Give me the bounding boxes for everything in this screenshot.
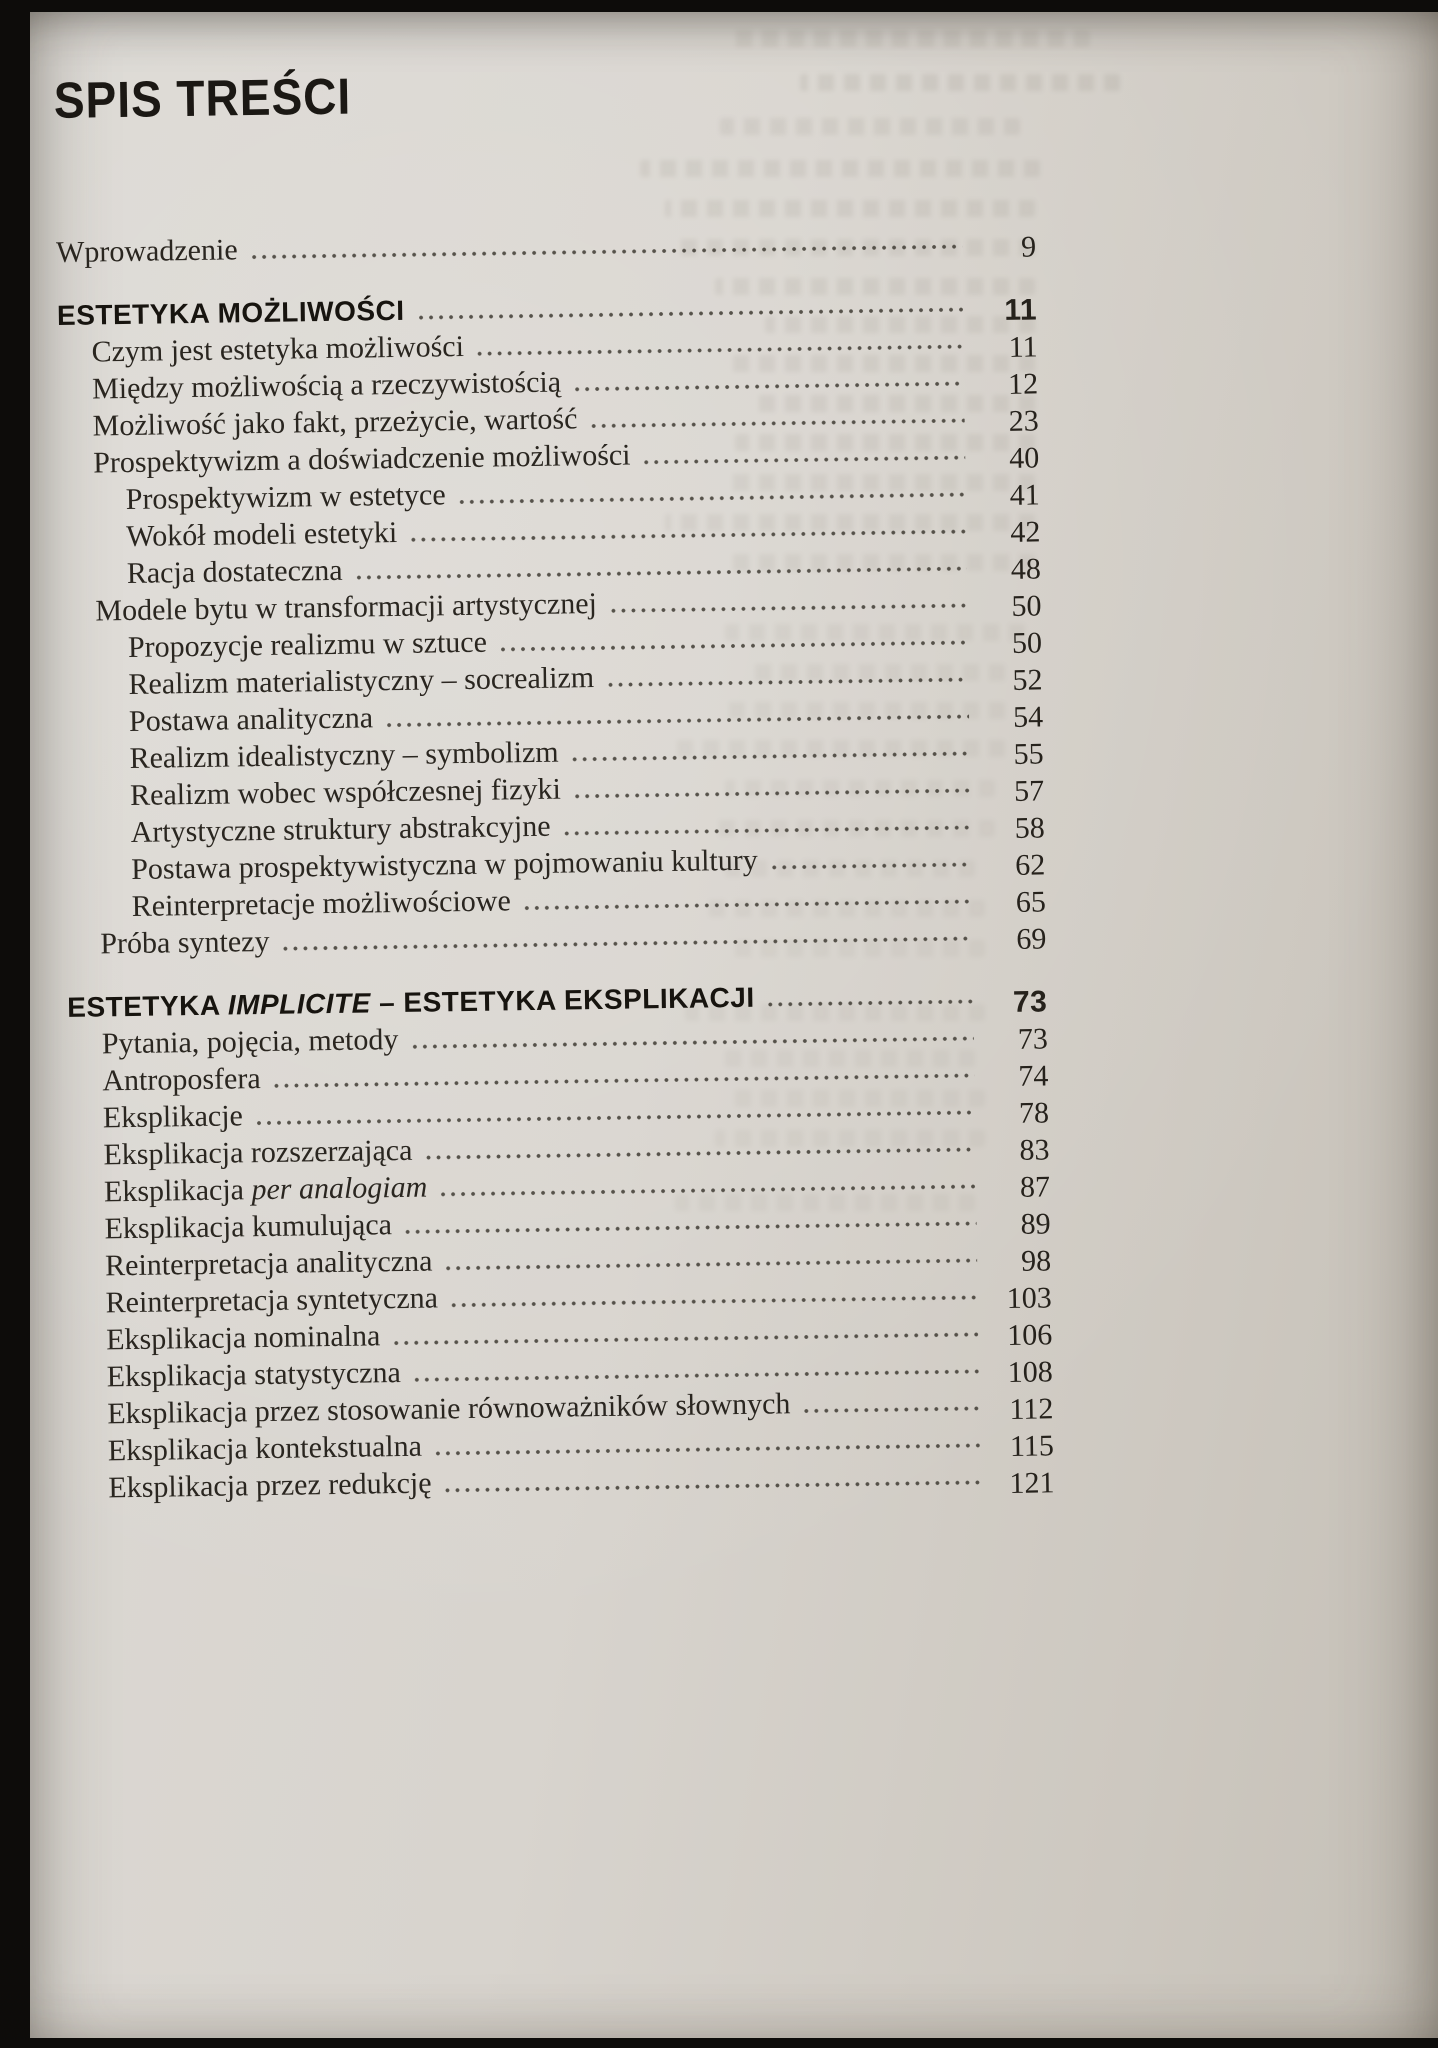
toc-entry-label: Eksplikacja nominalna [105, 1319, 381, 1357]
page [30, 12, 1438, 2038]
toc-page-number: 11 [1004, 293, 1038, 327]
toc-page-number: 98 [1020, 1244, 1052, 1278]
toc-page-number: 23 [1008, 404, 1039, 438]
toc-page-number: 40 [1008, 441, 1040, 475]
toc-page-number: 11 [1008, 330, 1038, 364]
dot-leader [573, 380, 964, 394]
toc-page-number: 115 [1009, 1429, 1055, 1463]
toc-entry-label: ESTETYKA MOŻLIWOŚCI [56, 294, 405, 331]
dot-leader [802, 1404, 979, 1415]
dot-leader [250, 243, 962, 262]
dot-leader [563, 823, 971, 837]
table-of-contents [53, 59, 1054, 1506]
dot-leader [410, 1034, 973, 1050]
toc-entry-label: Postawa prospektywistyczna w pojmowaniu kultury [130, 843, 758, 886]
toc-entry-label: Eksplikacja kumulująca [104, 1208, 393, 1246]
toc-entry-label: Antroposfera [102, 1062, 261, 1098]
toc-entry-label: ESTETYKA IMPLICITE – ESTETYKA EKSPLIKACJI [67, 981, 755, 1023]
toc-entry-label: Między możliwością a rzeczywistością [91, 365, 562, 406]
toc-entry-label: Eksplikacja per analogiam [103, 1170, 428, 1209]
dot-leader [444, 1256, 977, 1272]
dot-leader [499, 639, 968, 654]
toc-entry-label: Wokół modeli estetyki [126, 515, 398, 553]
dot-leader [589, 417, 964, 431]
toc-page-number: 54 [1012, 700, 1044, 734]
toc-entry-label: Realizm wobec współczesnej fizyki [129, 772, 562, 812]
toc-page-number: 89 [1020, 1207, 1051, 1241]
toc-entry-label: Eksplikacja statystyczna [106, 1356, 402, 1394]
dot-leader [385, 713, 969, 730]
toc-page-number: 103 [1006, 1281, 1052, 1316]
dot-leader [571, 750, 970, 764]
toc-entry-label: Eksplikacja kontekstualna [107, 1429, 423, 1468]
toc-page-number: 65 [1015, 885, 1047, 919]
toc-page-number: 73 [1017, 1022, 1049, 1056]
toc-page-number: 9 [1020, 230, 1037, 264]
toc-entry-label: Reinterpretacja syntetyczna [105, 1281, 439, 1320]
dot-leader [413, 1367, 979, 1383]
dot-leader [476, 343, 964, 358]
toc-page-number: 121 [1009, 1466, 1055, 1500]
dot-leader [404, 1219, 977, 1235]
toc-page-number: 57 [1013, 774, 1045, 808]
toc-page-number: 69 [1016, 922, 1047, 956]
dot-leader [424, 1145, 975, 1161]
dot-leader [409, 528, 966, 544]
toc-page-number: 74 [1018, 1059, 1049, 1093]
toc-page-number: 87 [1019, 1170, 1051, 1204]
toc-entry-label: Prospektywizm a doświadczenie możliwości [92, 438, 631, 480]
toc-entry-label: Eksplikacja rozszerzająca [103, 1133, 413, 1172]
dot-leader [439, 1182, 976, 1198]
dot-leader [444, 1478, 981, 1494]
dot-leader [392, 1330, 978, 1347]
toc-entry-label: Realizm materialistyczny – socrealizm [128, 661, 595, 701]
toc-entry-label: Pytania, pojęcia, metody [101, 1023, 399, 1061]
toc-page-number: 73 [1012, 985, 1048, 1019]
toc-list [56, 219, 1055, 1506]
toc-entry [56, 219, 1036, 271]
toc-entry-label: Prospektywizm w estetyce [125, 478, 446, 516]
dot-leader [282, 934, 973, 952]
toc-entry-label: Reinterpretacja analityczna [104, 1244, 433, 1283]
toc-entry-label: Możliwość jako fakt, przeżycie, wartość [92, 402, 578, 443]
dot-leader [434, 1441, 980, 1457]
toc-entry-label: Wprowadzenie [55, 233, 238, 269]
toc-page-number: 58 [1014, 811, 1045, 845]
dot-leader [458, 491, 966, 507]
toc-entry-label: Próba syntezy [100, 924, 270, 961]
dot-leader [770, 860, 972, 871]
dot-leader [573, 786, 970, 800]
toc-page-number: 12 [1007, 367, 1039, 401]
toc-entry-label: Modele bytu w transformacji artystycznej [95, 587, 598, 628]
dot-leader [606, 676, 968, 689]
toc-page-number: 42 [1010, 515, 1041, 549]
toc-entry-label: Reinterpretacje możliwościowe [131, 884, 512, 923]
toc-page-number: 112 [1009, 1392, 1054, 1426]
dot-leader [417, 306, 963, 322]
toc-entry-label: Propozycje realizmu w sztuce [127, 625, 488, 664]
toc-page-number: 52 [1012, 663, 1043, 697]
toc-page-number: 48 [1010, 552, 1042, 586]
toc-page-number: 50 [1011, 589, 1042, 623]
toc-entry-label: Realizm idealistyczny – symbolizm [129, 735, 559, 775]
toc-page-number: 108 [1007, 1355, 1054, 1390]
toc-entry-label: Eksplikacje [102, 1099, 244, 1135]
toc-page-number: 62 [1015, 848, 1046, 882]
toc-entry-label: Czym jest estetyka możliwości [91, 329, 465, 369]
toc-page-number: 78 [1018, 1096, 1050, 1130]
dot-leader [643, 454, 966, 467]
toc-entry-label: Artystyczne struktury abstrakcyjne [130, 809, 551, 849]
toc-page-number: 50 [1011, 626, 1043, 660]
toc-entry-label: Eksplikacja przez stosowanie równoważników słownych [107, 1387, 791, 1431]
toc-entry-label: Racja dostateczna [126, 553, 343, 590]
dot-leader [609, 602, 968, 615]
toc-page-number: 106 [1006, 1318, 1053, 1353]
dot-leader [450, 1293, 978, 1309]
dot-leader [355, 565, 967, 582]
toc-page-number: 83 [1019, 1133, 1050, 1167]
page-title: SPIS TREŚCI [53, 68, 352, 130]
toc-entry-label: Eksplikacja przez redukcję [108, 1466, 432, 1505]
dot-leader [767, 997, 974, 1008]
toc-page-number: 41 [1009, 478, 1041, 512]
toc-entry-label: Postawa analityczna [128, 701, 374, 738]
toc-page-number: 55 [1013, 737, 1044, 771]
page-content [30, 12, 1438, 2038]
dot-leader [523, 897, 972, 912]
